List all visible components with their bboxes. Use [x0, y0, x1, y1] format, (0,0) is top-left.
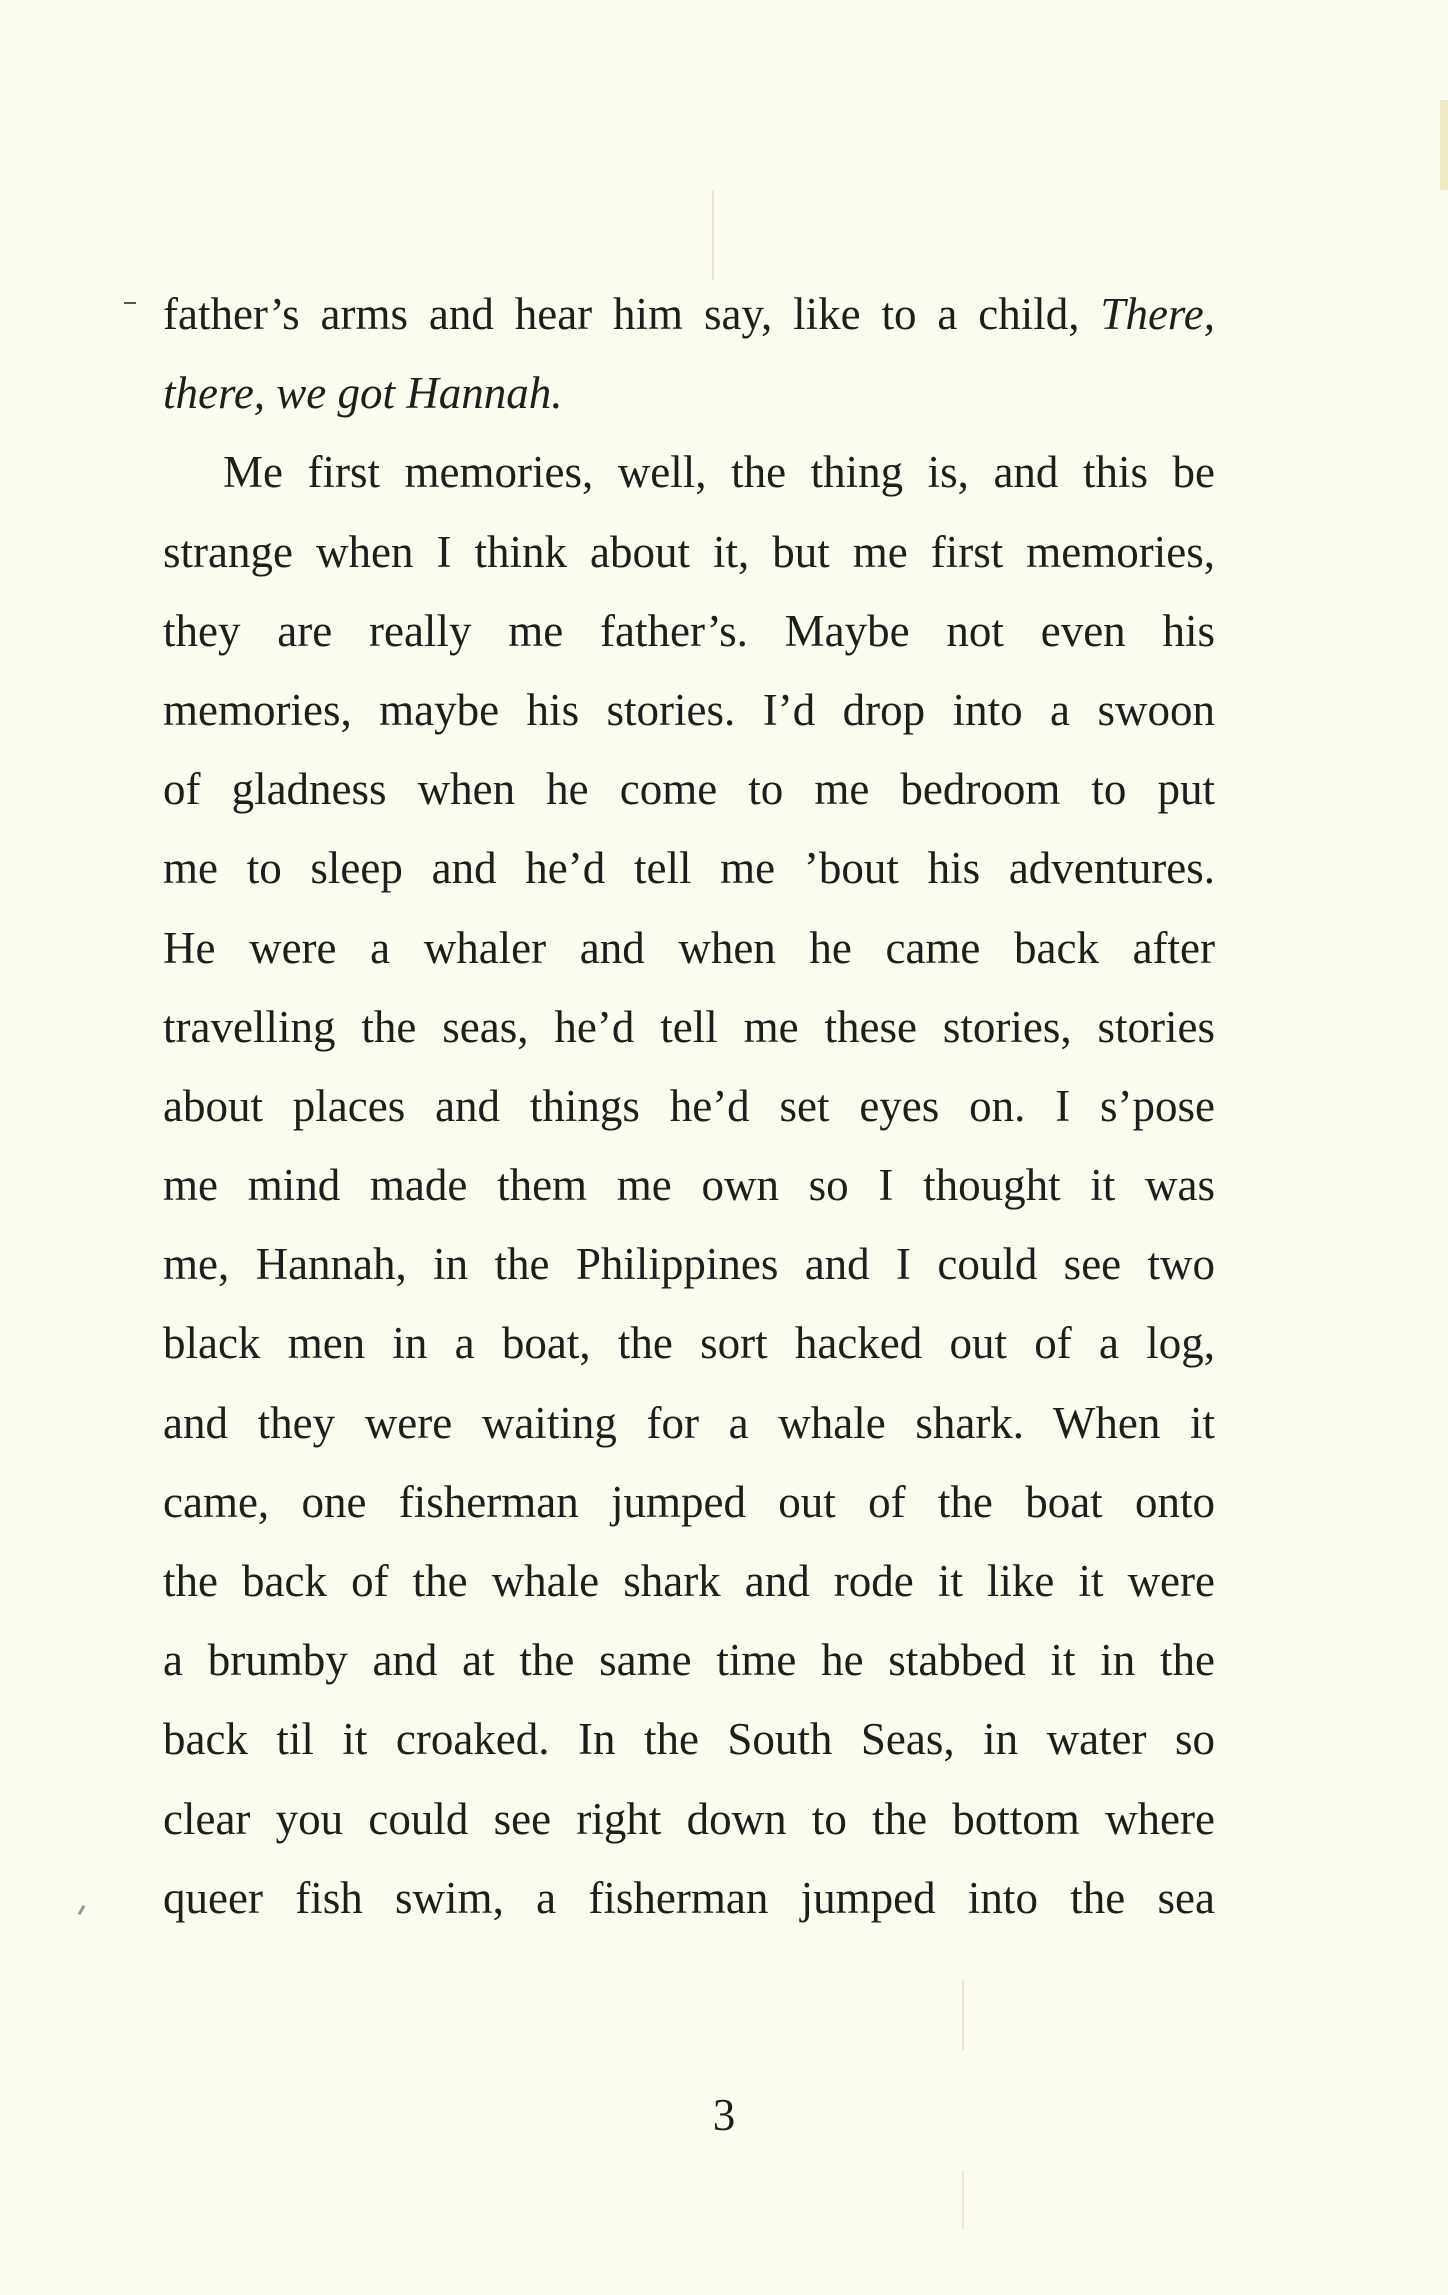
text-line: back til it croaked. In the South Seas, in water so	[163, 1714, 1215, 1765]
stray-mark	[78, 1905, 86, 1915]
text-line: and they were waiting for a whale shark. When it	[163, 1397, 1215, 1448]
scan-artifact	[712, 190, 714, 280]
text-line: clear you could see right down to the bottom where	[163, 1793, 1215, 1844]
text-line: me to sleep and he’d tell me ’bout his adventures.	[163, 843, 1215, 894]
text-line: travelling the seas, he’d tell me these stories, stories	[163, 1001, 1215, 1052]
text-line: there, we got Hannah.	[163, 368, 563, 419]
text-line: memories, maybe his stories. I’d drop into a swoon	[163, 684, 1215, 735]
text-line: strange when I think about it, but me first memories,	[163, 526, 1215, 577]
page-number: 3	[712, 2090, 736, 2140]
stray-mark	[124, 302, 136, 304]
text-line: me mind made them me own so I thought it was	[163, 1160, 1215, 1211]
scan-artifact	[962, 2170, 964, 2230]
page-edge-stain	[1440, 100, 1448, 190]
text-line: Me first memories, well, the thing is, and this be	[223, 447, 1215, 498]
text-line: father’s arms and hear him say, like to a child, There,	[163, 289, 1215, 339]
text-line: about places and things he’d set eyes on. I s’pose	[163, 1080, 1215, 1131]
text-line: of gladness when he come to me bedroom to put	[163, 764, 1215, 815]
text-line: black men in a boat, the sort hacked out of a log,	[163, 1318, 1215, 1369]
text-line: queer fish swim, a fisherman jumped into the sea	[163, 1872, 1215, 1923]
text-line: came, one fisherman jumped out of the boat onto	[163, 1476, 1215, 1527]
scan-artifact	[962, 1980, 964, 2050]
text-line: a brumby and at the same time he stabbed it in the	[163, 1635, 1215, 1686]
text-line: they are really me father’s. Maybe not even his	[163, 605, 1215, 656]
text-line: me, Hannah, in the Philippines and I could see two	[163, 1239, 1215, 1290]
body-text	[163, 275, 1215, 1938]
text-line: He were a whaler and when he came back after	[163, 922, 1215, 973]
text-line: the back of the whale shark and rode it like it were	[163, 1556, 1215, 1606]
